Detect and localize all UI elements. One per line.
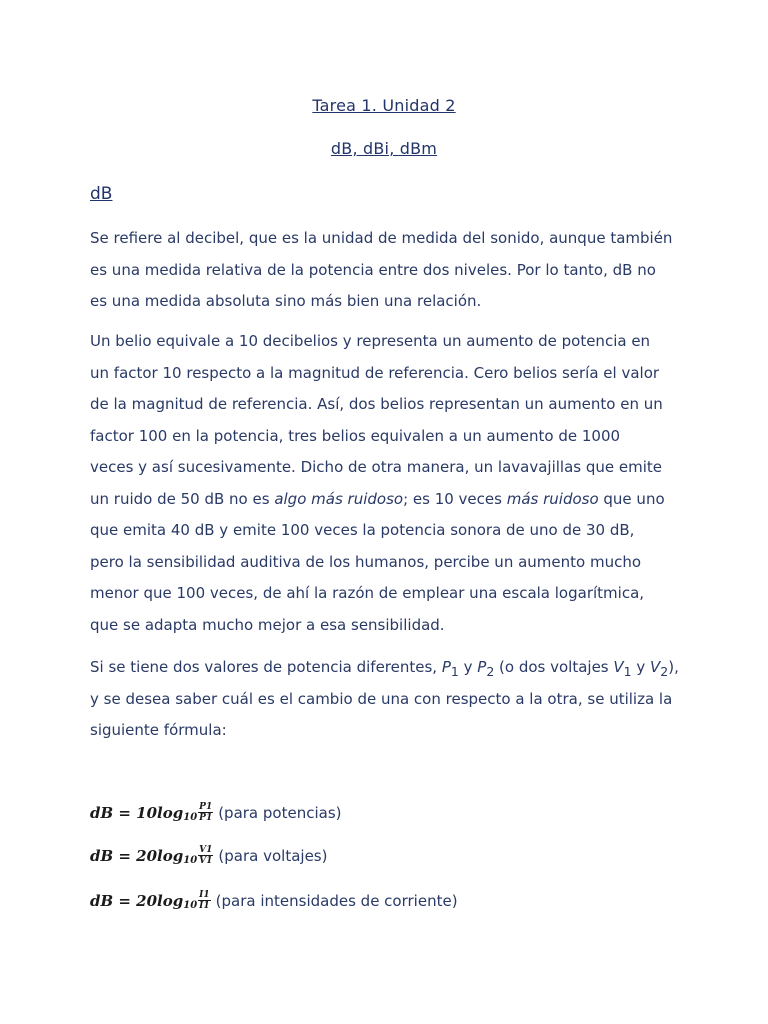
formula-numerator: V1 [199,845,213,855]
formula-numerator: I1 [199,890,210,900]
var-subscript: 1 [450,664,459,679]
formula-math [90,890,211,911]
paragraph-line: que emita 40 dB y emite 100 veces la potencia sonora de uno de 30 dB, [90,521,635,539]
var-subscript: 2 [660,664,669,679]
text-run: Si se tiene dos valores de potencia diferentes, [90,658,442,676]
text-run: y [458,658,478,676]
paragraph-line: siguiente fórmula: [90,721,227,739]
section-heading-db: dB [90,184,113,204]
formula-math [90,802,213,823]
paragraph-definition [90,223,690,318]
formula-fraction [198,802,213,823]
paragraph-line [90,484,690,516]
paragraph-line: y se desea saber cuál es el cambio de una con respecto a la otra, se utiliza la [90,689,673,708]
formula-potencias [90,802,341,823]
paragraph-line [90,652,690,684]
formula-lhs: dB = 10log [90,803,184,822]
paragraph-line: pero la sensibilidad auditiva de los humanos, percibe un aumento mucho [90,552,642,571]
var-p: P [441,658,451,676]
paragraph-line: que se adapta mucho mejor a esa sensibilidad. [90,615,445,634]
paragraph-belio [90,326,690,641]
text-run: ; es 10 veces [403,489,507,508]
formula-log-base: 10 [183,812,198,823]
document-subtitle: dB, dBi, dBm [330,139,438,158]
formula-denominator: I1 [199,901,210,911]
paragraph-line: Se refiere al decibel, que es la unidad de medida del sonido, aunque también [90,229,673,247]
paragraph-line: factor 100 en la potencia, tres belios equivalen a un aumento de 1000 [90,426,621,445]
italic-text-run: algo más ruidoso [274,489,404,508]
formula-lhs: dB = 20log [90,891,184,910]
formula-log-base: 10 [183,855,198,866]
formula-denominator: V1 [199,856,213,866]
var-p: P [477,658,487,676]
formula-denominator: P1 [199,813,213,823]
formula-math [90,845,213,866]
text-run: y [631,658,651,676]
paragraph-line: veces y así sucesivamente. Dicho de otra manera, un lavavajillas que emite [90,458,663,476]
document-title: Tarea 1. Unidad 2 [312,96,456,115]
formula-numerator: P1 [199,802,213,812]
var-subscript: 1 [623,664,632,679]
formula-description: (para voltajes) [218,846,328,865]
paragraph-line: es una medida absoluta sino más bien una relación. [90,292,482,310]
italic-text-run: más ruidoso [506,489,599,508]
formula-lhs: dB = 20log [90,846,184,865]
formula-fraction [198,845,213,866]
formula-log-base: 10 [183,900,198,911]
paragraph-line: es una medida relativa de la potencia entre dos niveles. Por lo tanto, dB no [90,260,656,279]
text-run: que uno [598,489,665,508]
paragraph-line: de la magnitud de referencia. Así, dos belios representan un aumento en un [90,395,663,413]
var-v: V [613,658,624,676]
formula-description: (para potencias) [218,803,342,822]
var-v: V [650,658,661,676]
formula-voltajes [90,845,327,866]
paragraph-line: menor que 100 veces, de ahí la razón de emplear una escala logarítmica, [90,584,645,602]
text-run: un ruido de 50 dB no es [90,489,275,508]
text-run: ), [668,658,679,676]
paragraph-line: un factor 10 respecto a la magnitud de referencia. Cero belios sería el valor [90,363,660,382]
var-subscript: 2 [486,664,495,679]
text-run: (o dos voltajes [494,658,614,676]
formula-fraction [198,890,210,911]
formula-description: (para intensidades de corriente) [215,891,458,910]
formula-corriente [90,890,458,911]
paragraph-line: Un belio equivale a 10 decibelios y representa un aumento de potencia en [90,332,651,350]
paragraph-formula-intro [90,652,690,747]
